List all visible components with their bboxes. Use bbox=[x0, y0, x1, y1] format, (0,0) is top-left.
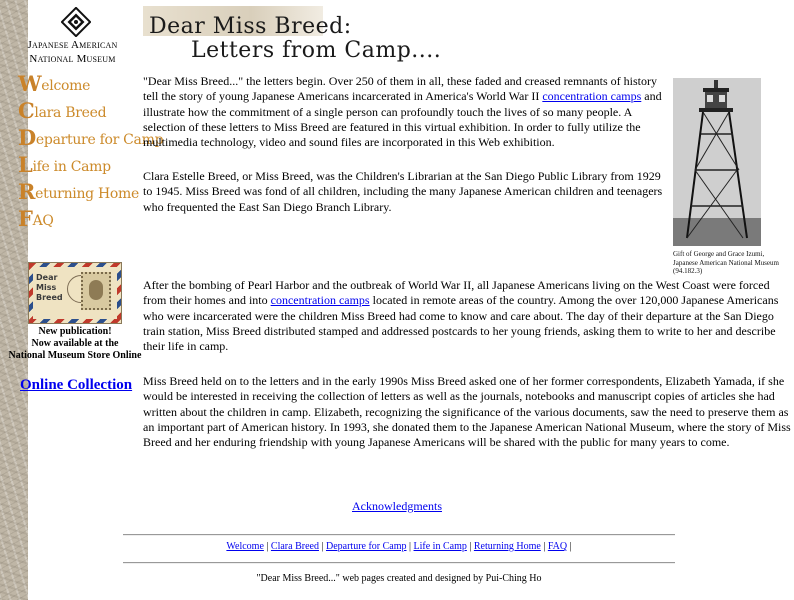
intro-paragraph: "Dear Miss Breed..." the letters begin. Over 250 of them in all, these faded and creased remnants of history tell the story of young Japanese Americans incarcerated in America's World War II concentration camps and illustrate how the commitment of a single person can profoundly touch the lives of so many people. A selection of these letters to Miss Breed are featured in this virtual exhibition. In order to fully utilize the multimedia technology, video and sound files are incorporated in this Web exhibition. bbox=[143, 74, 662, 150]
sidebar-nav bbox=[18, 70, 163, 232]
footer-nav: Welcome | Clara Breed | Departure for Camp | Life in Camp | Returning Home | FAQ | bbox=[226, 541, 572, 552]
credit-line: "Dear Miss Breed..." web pages created and designed by Pui-Ching Ho bbox=[256, 573, 542, 584]
footer-link-life-in-camp[interactable]: Life in Camp bbox=[413, 541, 467, 552]
stamp-icon bbox=[81, 272, 111, 310]
sidebar-item-departure[interactable]: Departure for Camp bbox=[18, 125, 164, 150]
banner-title-line1: Dear Miss Breed: bbox=[149, 14, 352, 39]
footer-link-welcome[interactable]: Welcome bbox=[226, 541, 264, 552]
divider-top bbox=[123, 534, 675, 536]
concentration-camps-link-2[interactable]: concentration camps bbox=[270, 293, 370, 308]
footer-link-returning-home[interactable]: Returning Home bbox=[473, 541, 541, 552]
pearl-harbor-paragraph: After the bombing of Pearl Harbor and the outbreak of World War II, all Japanese Americans living on the West Coast were forced from their homes and into concentration camps located in remote areas of the country. Among the over 120,000 Japanese Americans who were incarcerated were the children Miss Breed had come to know and care about. The day of their departure at the San Diego train station, Miss Breed distributed stamped and addressed postcards to her young friends, asking them to write to her and describe their life in camp. bbox=[143, 278, 779, 354]
footer-link-faq[interactable]: FAQ bbox=[547, 541, 568, 552]
book-cover-postcard[interactable] bbox=[28, 262, 122, 324]
title-banner bbox=[143, 6, 443, 62]
online-collection-link[interactable]: Online Collection bbox=[20, 377, 133, 393]
guard-tower-photo bbox=[673, 78, 761, 246]
museum-logo-icon bbox=[61, 7, 91, 37]
footer-link-clara-breed[interactable]: Clara Breed bbox=[270, 541, 319, 552]
postcard-inner bbox=[33, 267, 117, 319]
letters-donation-paragraph: Miss Breed held on to the letters and in the early 1990s Miss Breed asked one of her former correspondents, Elizabeth Yamada, if she would be interested in receiving the collection of letters as well as the journals, notebooks and manuscript copies of articles she had written about the children in camp. Elizabeth, recognizing the significance of the various documents, saw the need to preserve them as an important part of American history. In 1993, she donated them to the Japanese American National Museum, where the story of Miss Breed and her enduring friendship with young Japanese Americans will be shared with the public for many years to come. bbox=[143, 374, 791, 450]
new-publication-note: New publication! Now available at the National Museum Store Online bbox=[8, 326, 142, 361]
museum-name: Japanese American National Museum bbox=[27, 39, 118, 65]
footer-link-departure[interactable]: Departure for Camp bbox=[325, 541, 407, 552]
clara-breed-paragraph: Clara Estelle Breed, or Miss Breed, was the Children's Librarian at the San Diego Public Library from 1929 to 1945. Miss Breed was fond of all children, including the many Japanese American children and teenagers who frequented the East San Diego Branch Library. bbox=[143, 169, 663, 214]
stamp-portrait bbox=[89, 280, 103, 300]
sidebar-item-welcome[interactable]: Welcome bbox=[18, 71, 91, 96]
acknowledgments-link[interactable]: Acknowledgments bbox=[352, 499, 442, 513]
banner-title-line2: Letters from Camp.... bbox=[191, 38, 442, 63]
postcard-title: Dear Miss Breed bbox=[36, 273, 63, 302]
sidebar-item-clara-breed[interactable]: Clara Breed bbox=[18, 98, 107, 123]
sidebar-item-life-in-camp[interactable]: Life in Camp bbox=[18, 152, 111, 177]
divider-bottom bbox=[123, 562, 675, 564]
sidebar-item-returning-home[interactable]: Returning Home bbox=[18, 179, 139, 204]
concentration-camps-link[interactable]: concentration camps bbox=[542, 89, 642, 104]
photo-caption: Gift of George and Grace Izumi, Japanese American National Museum (94.182.3) bbox=[673, 250, 779, 275]
sidebar-item-faq[interactable]: FAQ bbox=[18, 206, 54, 231]
